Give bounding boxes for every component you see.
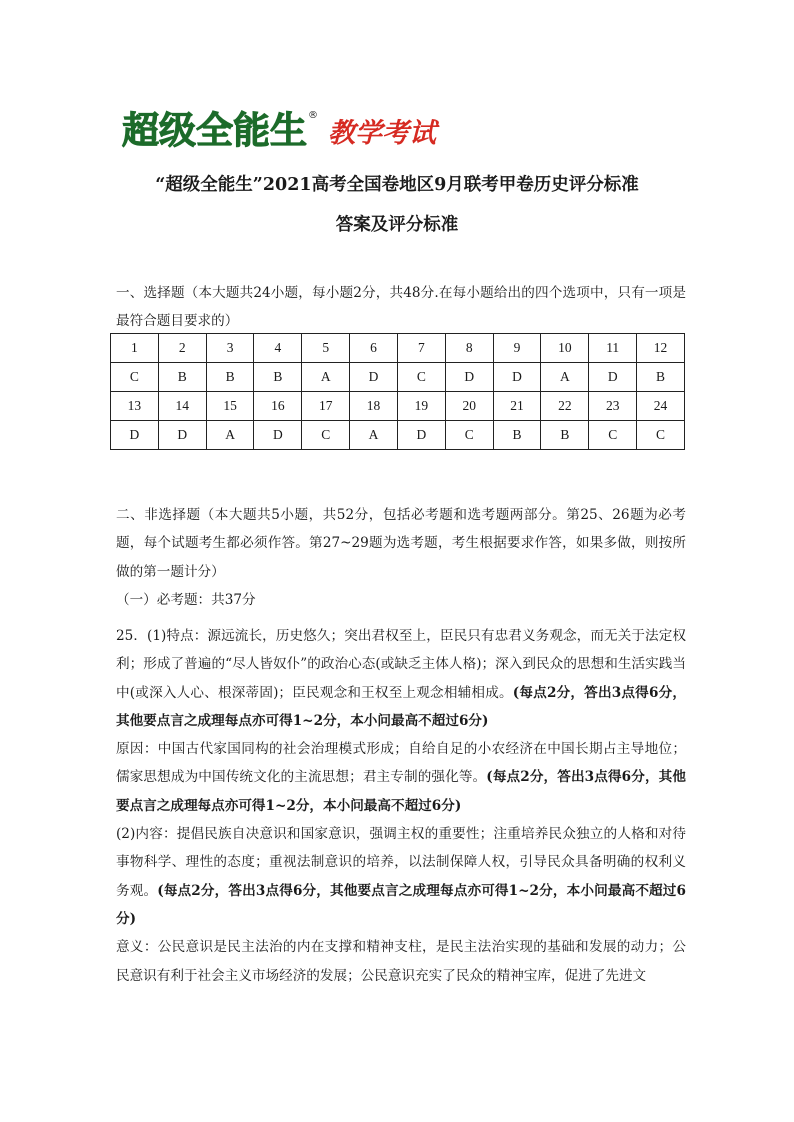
- q25-reason-text: 原因：中国古代家国同构的社会治理模式形成；自给自足的小农经济在中国长期占主导地位；儒家思想成为中国传统文化的主流思想；君主专制的强化等。: [116, 741, 686, 786]
- section1-heading-text: 一、选择题（本大题共24小题，每小题2分，共48分.在每小题给出的四个选项中，只有一项是最符合题目要求的）: [116, 285, 686, 330]
- question-number-cell: 23: [589, 392, 637, 421]
- q25-part1-scoring: (每点2分，答出3点得6分，其他要点言之成理每点亦可得1~2分，本小问最高不超过6分): [116, 684, 686, 729]
- section2-heading: [116, 501, 686, 614]
- q25-significance-text: 意义：公民意识是民主法治的内在支撑和精神支柱，是民主法治实现的基础和发展的动力；公民意识有利于社会主义市场经济的发展；公民意识充实了民众的精神宝库，促进了先进文: [116, 939, 686, 984]
- question-number-cell: 20: [445, 392, 493, 421]
- answer-cell: D: [158, 421, 206, 450]
- question-number-cell: 13: [111, 392, 159, 421]
- q25-reason-paragraph: [116, 735, 686, 820]
- question-number-cell: 15: [206, 392, 254, 421]
- answer-cell: D: [350, 363, 398, 392]
- question-number-cell: 8: [445, 334, 493, 363]
- answer-cell: B: [637, 363, 685, 392]
- question-number-cell: 10: [541, 334, 589, 363]
- question-number-cell: 17: [302, 392, 350, 421]
- question-number-cell: 7: [397, 334, 445, 363]
- answer-cell: C: [397, 363, 445, 392]
- section2-heading-text: 二、非选择题（本大题共5小题，共52分，包括必考题和选考题两部分。第25、26题为必考题，每个试题考生都必须作答。第27~29题为选考题，考生根据要求作答，如果多做，则按所做的第一题计分）: [116, 507, 686, 580]
- question-number-cell: 21: [493, 392, 541, 421]
- question-number-cell: 19: [397, 392, 445, 421]
- table-row-answers-2: [111, 421, 685, 450]
- answer-cell: D: [397, 421, 445, 450]
- answer-cell: C: [111, 363, 159, 392]
- question-number-cell: 1: [111, 334, 159, 363]
- document-title: “超级全能生”2021高考全国卷地区9月联考甲卷历史评分标准: [155, 175, 639, 195]
- answer-cell: D: [111, 421, 159, 450]
- answer-cell: B: [541, 421, 589, 450]
- q25-part1-paragraph: [116, 622, 686, 735]
- q25-part2-text: (2)内容：提倡民族自决意识和国家意识，强调主权的重要性；注重培养民众独立的人格和对待事物科学、理性的态度；重视法制意识的培养，以法制保障人权，引导民众具备明确的权利义务观。: [116, 826, 686, 899]
- answer-cell: B: [206, 363, 254, 392]
- question-number-cell: 6: [350, 334, 398, 363]
- answer-cell: A: [302, 363, 350, 392]
- q25-part2-paragraph: [116, 820, 686, 933]
- answer-cell: C: [302, 421, 350, 450]
- answer-cell: D: [445, 363, 493, 392]
- answer-cell: A: [350, 421, 398, 450]
- answer-cell: B: [493, 421, 541, 450]
- brand-logo: [122, 108, 436, 154]
- table-row-numbers-1: [111, 334, 685, 363]
- answer-cell: C: [445, 421, 493, 450]
- question-number-cell: 9: [493, 334, 541, 363]
- answer-cell: B: [254, 363, 302, 392]
- question-number-cell: 4: [254, 334, 302, 363]
- question-number-cell: 16: [254, 392, 302, 421]
- document-subtitle: 答案及评分标准: [335, 215, 459, 235]
- answer-table: [110, 333, 685, 450]
- section1-heading: [116, 279, 686, 336]
- answer-cell: D: [589, 363, 637, 392]
- question-number-cell: 14: [158, 392, 206, 421]
- question-number-cell: 11: [589, 334, 637, 363]
- answer-cell: A: [541, 363, 589, 392]
- q25-significance-paragraph: [116, 933, 686, 990]
- answer-cell: B: [158, 363, 206, 392]
- q25-part1-text: 25．(1)特点：源远流长，历史悠久；突出君权至上，臣民只有忠君义务观念，而无关于法定权利；形成了普遍的“尽人皆奴仆”的政治心态(或缺乏主体人格)；深入到民众的思想和生活实践当中(或深入人心、根深蒂固)；臣民观念和王权至上观念相辅相成。: [116, 628, 686, 701]
- answer-cell: C: [637, 421, 685, 450]
- q25-reason-scoring: (每点2分，答出3点得6分，其他要点言之成理每点亦可得1~2分，本小问最高不超过6分): [116, 769, 686, 814]
- question-number-cell: 22: [541, 392, 589, 421]
- logo-sub-text: 教学考试: [328, 118, 436, 149]
- logo-main-text: 超级全能生: [122, 109, 307, 152]
- q25-part2-scoring: (每点2分，答出3点得6分，其他要点言之成理每点亦可得1~2分，本小问最高不超过6分): [116, 882, 687, 927]
- registered-mark: ®: [308, 110, 318, 121]
- table-row-numbers-2: [111, 392, 685, 421]
- answer-cell: A: [206, 421, 254, 450]
- question-number-cell: 2: [158, 334, 206, 363]
- question-number-cell: 18: [350, 392, 398, 421]
- table-row-answers-1: [111, 363, 685, 392]
- question-number-cell: 5: [302, 334, 350, 363]
- answer-cell: D: [493, 363, 541, 392]
- section2-subheading: （一）必考题：共37分: [116, 591, 256, 608]
- question-number-cell: 12: [637, 334, 685, 363]
- answer-cell: D: [254, 421, 302, 450]
- question-25-answer: [116, 622, 686, 990]
- question-number-cell: 3: [206, 334, 254, 363]
- answer-cell: C: [589, 421, 637, 450]
- question-number-cell: 24: [637, 392, 685, 421]
